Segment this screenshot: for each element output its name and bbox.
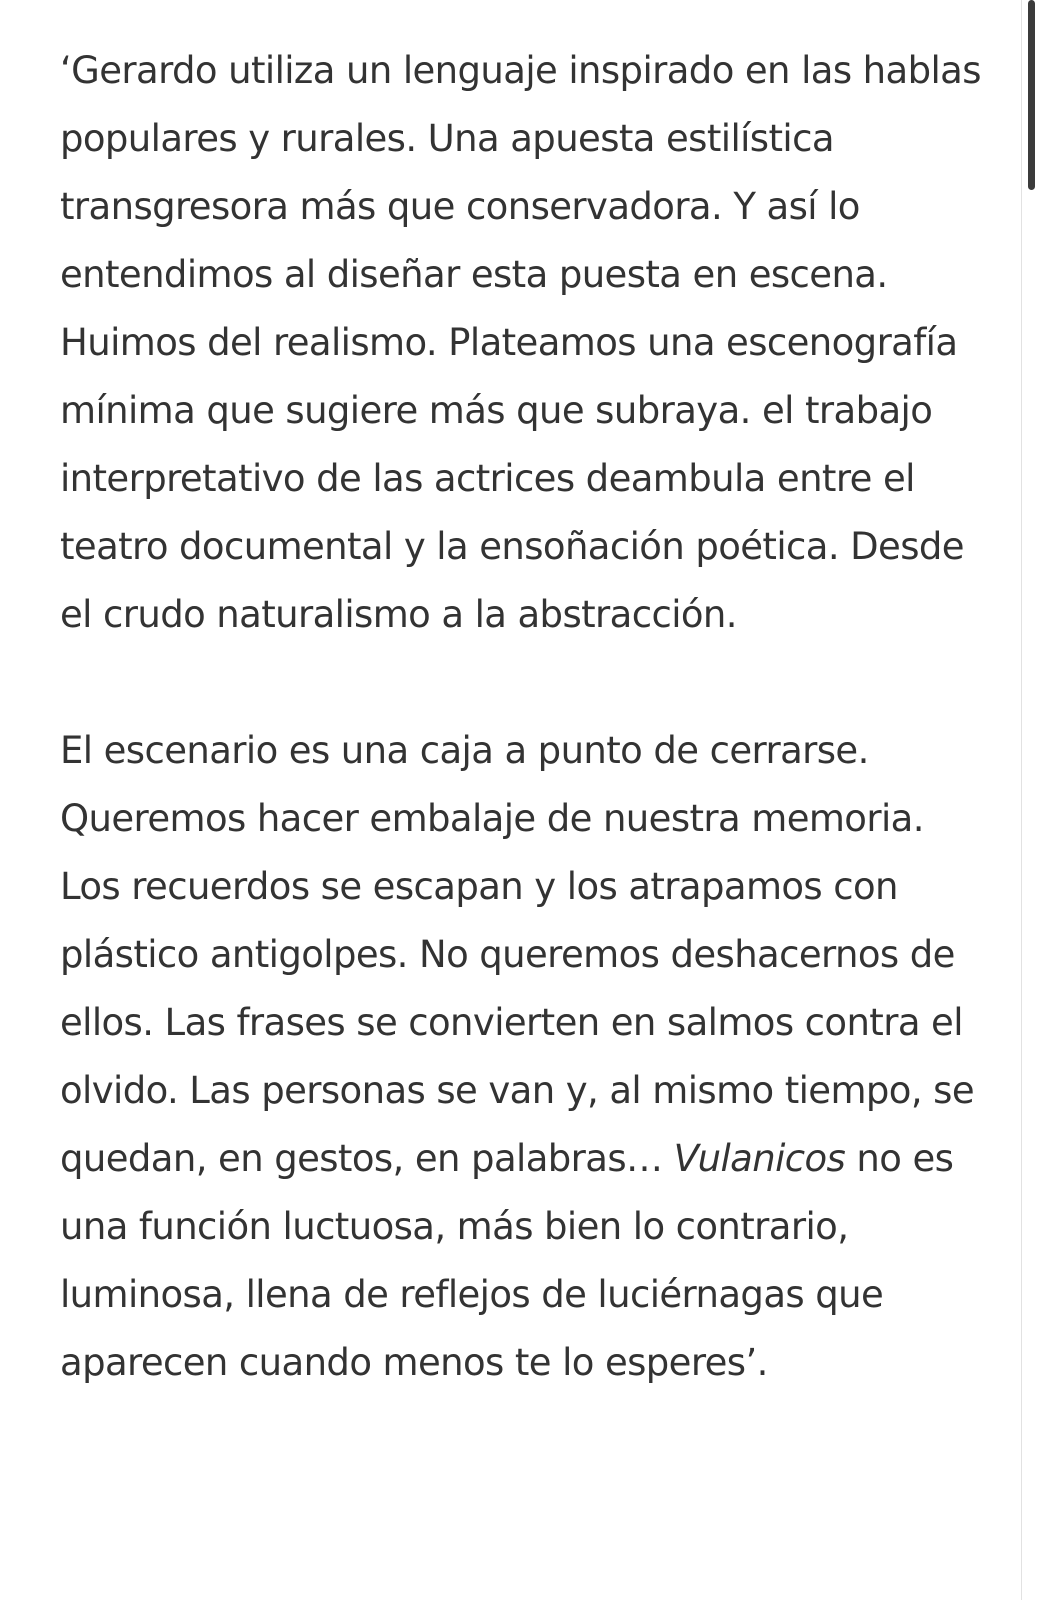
paragraph-2-part-2: no es una función luctuosa, más bien lo contrario, luminosa, llena de reflejos de luciérnagas que aparecen cuando menos te lo esperes’. [60, 1137, 954, 1384]
paragraph-1: ‘Gerardo utiliza un lenguaje inspirado en las hablas populares y rurales. Una apuesta estilística transgresora más que conservadora. Y así lo entendimos al diseñar esta puesta en escena. Huimos del realismo. Plateamos una escenografía mínima que sugiere más que subraya. el trabajo interpretativo de las actrices deambula entre el teatro documental y la ensoñación poética. Desde el crudo naturalismo a la abstracción. [60, 49, 981, 636]
vertical-scrollbar[interactable] [1021, 0, 1042, 1600]
article-body [60, 37, 990, 1397]
paragraph-2 [60, 717, 990, 1397]
play-title: Vulanicos [673, 1137, 846, 1180]
scrollbar-thumb[interactable] [1028, 0, 1035, 190]
paragraph-2-part-1: El escenario es una caja a punto de cerrarse. Queremos hacer embalaje de nuestra memoria. Los recuerdos se escapan y los atrapamos con plástico antigolpes. No queremos deshacernos de ellos. Las frases se convierten en salmos contra el olvido. Las personas se van y, al mismo tiempo, se quedan, en gestos, en palabras… [60, 729, 974, 1180]
